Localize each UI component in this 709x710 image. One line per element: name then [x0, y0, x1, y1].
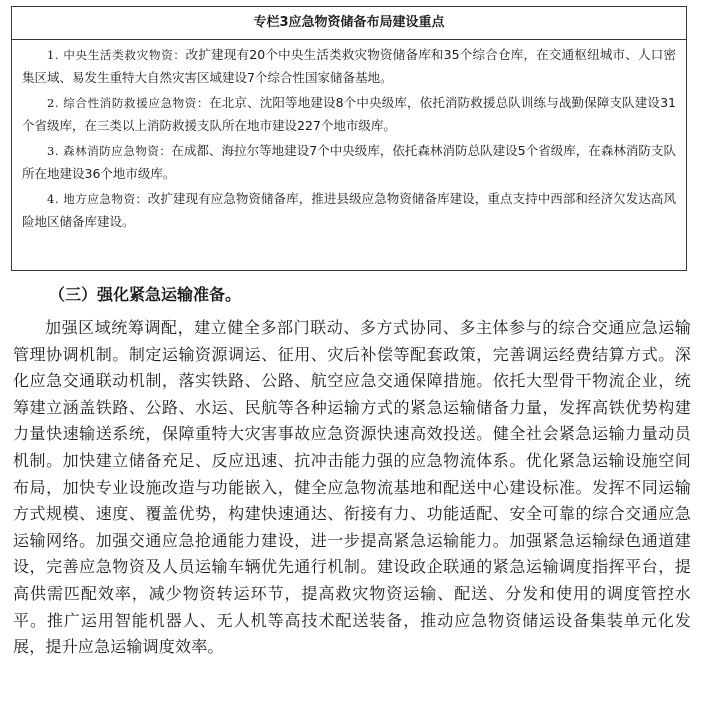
- item-lead: 1. 中央生活类救灾物资：: [47, 48, 186, 62]
- column-item-3: [22, 140, 676, 185]
- section-heading: （三）强化紧急运输准备。: [49, 285, 242, 304]
- item-lead: 4. 地方应急物资：: [47, 192, 148, 206]
- item-text: 改扩建现有20个中央生活类救灾物资储备库和35个综合仓库，在交通枢纽城市、人口密集区域、易发生重特大自然灾害区域建设7个综合性国家储备基地。: [22, 47, 676, 85]
- column-box: [11, 6, 687, 271]
- body-paragraph: 加强区域统筹调配，建立健全多部门联动、多方式协同、多主体参与的综合交通应急运输管理协调机制。制定运输资源调运、征用、灾后补偿等配套政策，完善调运经费结算方式。深化应急交通联动机制，落实铁路、公路、航空应急交通保障措施。依托大型骨干物流企业，统筹建立涵盖铁路、公路、水运、民航等各种运输方式的紧急运输储备力量，发挥高铁优势构建力量快速输送系统，保障重特大灾害事故应急资源快速高效投送。健全社会紧急运输力量动员机制。加快建立储备充足、反应迅速、抗冲击能力强的应急物流体系。优化紧急运输设施空间布局，加快专业设施改造与功能嵌入，健全应急物流基地和配送中心建设标准。发挥不同运输方式规模、速度、覆盖优势，构建快速通达、衔接有力、功能适配、安全可靠的综合交通应急运输网络。加强交通应急抢通能力建设，进一步提高紧急运输能力。加强紧急运输绿色通道建设，完善应急物资及人员运输车辆优先通行机制。建设政企联通的紧急运输调度指挥平台，提高供需匹配效率，减少物资转运环节，提高救灾物资运输、配送、分发和使用的调度管控水平。推广运用智能机器人、无人机等高技术配送装备，推动应急物资储运设备集装单元化发展，提升应急运输调度效率。: [13, 318, 691, 657]
- item-lead: 2. 综合性消防救援应急物资：: [47, 96, 210, 110]
- item-lead: 3. 森林消防应急物资：: [47, 144, 172, 158]
- column-item-4: [22, 188, 676, 233]
- column-title: 专栏3应急物资储备布局建设重点: [12, 7, 686, 40]
- column-item-1: [22, 44, 676, 89]
- item-text: 改扩建现有应急物资储备库，推进县级应急物资储备库建设，重点支持中西部和经济欠发达高风险地区储备库建设。: [22, 191, 676, 229]
- column-body: [12, 40, 686, 233]
- item-text: 在成都、海拉尔等地建设7个中央级库，依托森林消防总队建设5个省级库，在森林消防支队所在地建设36个地市级库。: [22, 143, 676, 181]
- item-text: 在北京、沈阳等地建设8个中央级库，依托消防救援总队训练与战勤保障支队建设31个省级库，在三类以上消防救援支队所在地市建设227个地市级库。: [22, 95, 676, 133]
- column-item-2: [22, 92, 676, 137]
